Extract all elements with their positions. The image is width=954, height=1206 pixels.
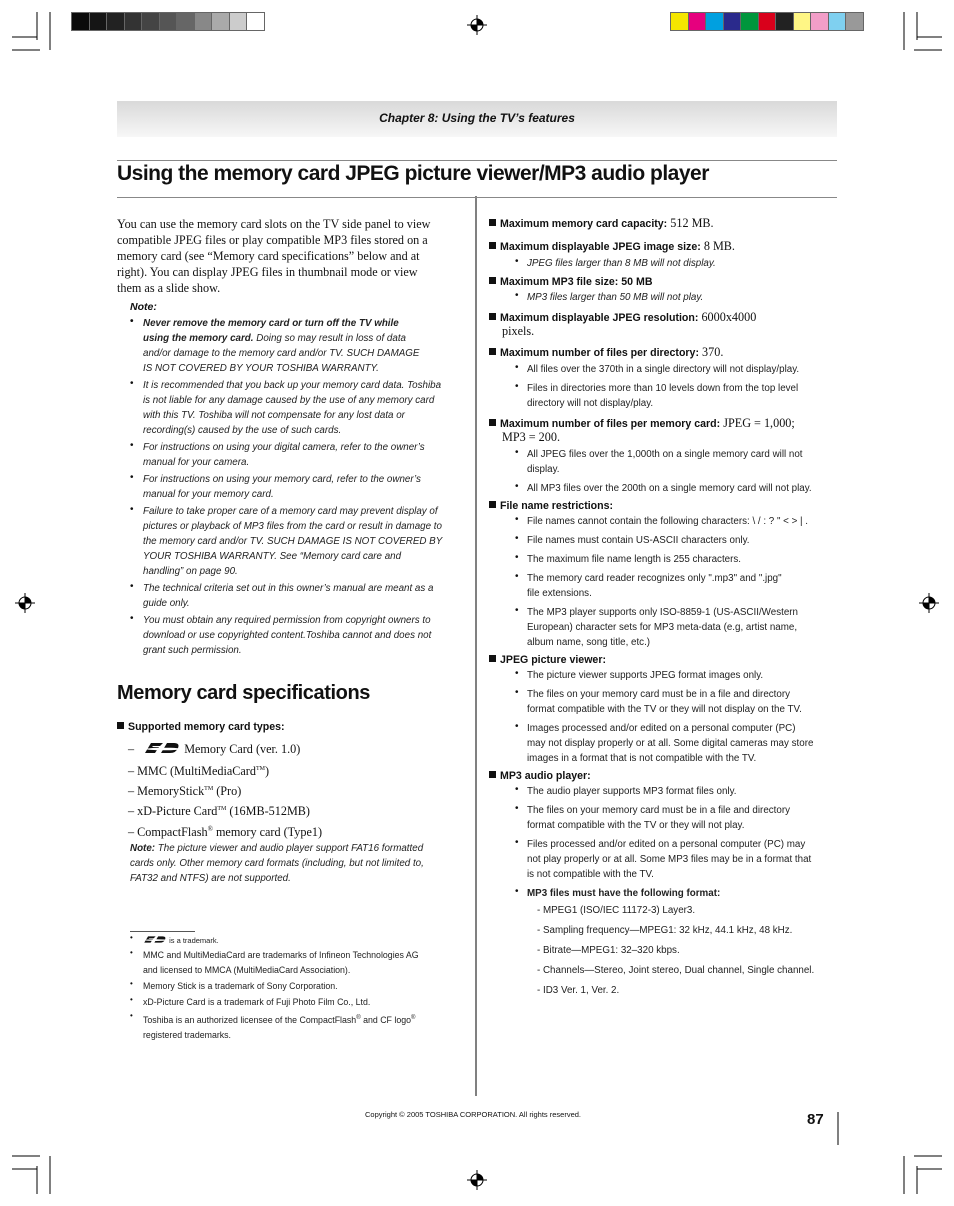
footnote-line: Memory Stick is a trademark of Sony Corporation.	[143, 981, 338, 991]
color-swatch	[810, 12, 829, 31]
spec-label: MP3 audio player:	[500, 770, 591, 782]
bullet-line: IS NOT COVERED BY YOUR TOSHIBA WARRANTY.	[143, 363, 379, 374]
bullet-line: format compatible with the TV or they will not display on the TV.	[527, 704, 802, 715]
spec-value: JPEG = 1,000;	[720, 416, 795, 430]
spec-value: 370.	[698, 345, 724, 359]
spec-heading	[489, 770, 839, 782]
bullet-dot: •	[515, 552, 519, 563]
spec-label: Maximum number of files per memory card:	[500, 418, 721, 430]
copyright: Copyright © 2005 TOSHIBA CORPORATION. All rights reserved.	[365, 1110, 582, 1119]
footnote-text: is a trademark.	[167, 936, 219, 945]
bullet-dot: •	[515, 571, 519, 582]
tm-mark: TM	[217, 806, 227, 812]
square-bullet-icon	[489, 501, 496, 508]
bullet-item	[515, 362, 839, 377]
card-mmc-text: – MMC (MultiMediaCard	[128, 764, 256, 779]
bullet-item	[130, 504, 470, 579]
bullet-line: MP3 files larger than 50 MB will not play.	[527, 292, 704, 303]
bullet-item	[130, 378, 470, 438]
page-title: Using the memory card JPEG picture viewer/MP3 audio player	[117, 162, 709, 185]
intro-line: compatible JPEG files or play compatible MP3 files stored on a	[117, 233, 428, 247]
square-bullet-icon	[489, 277, 496, 284]
bullet-item	[130, 613, 470, 658]
bullet-dot: •	[130, 995, 133, 1004]
card-mmc-end: )	[264, 764, 270, 779]
bullet-item	[515, 605, 839, 650]
sub-list	[489, 668, 839, 766]
sd-logo-icon	[143, 935, 167, 944]
dash-item: - Bitrate—MPEG1: 32–320 kbps.	[537, 945, 680, 956]
supported-types-text: Supported memory card types:	[128, 721, 285, 733]
sub-list	[489, 447, 839, 496]
color-swatch	[246, 12, 265, 31]
bullet-item	[515, 837, 839, 882]
chapter-title: Chapter 8: Using the TV’s features	[379, 111, 575, 125]
bullet-dot: •	[130, 979, 133, 988]
bullet-item	[515, 886, 839, 998]
color-swatch	[194, 12, 213, 31]
bullet-line: JPEG files larger than 8 MB will not display.	[527, 258, 716, 269]
bullet-line: European) character sets for MP3 meta-data (e.g, artist name,	[527, 622, 798, 633]
color-swatch	[141, 12, 160, 31]
color-swatch	[211, 12, 230, 31]
dash-item: - MPEG1 (ISO/IEC 11172-3) Layer3.	[537, 905, 696, 916]
bullet-line: grant such permission.	[143, 645, 242, 656]
spec-heading	[489, 416, 839, 431]
bullet-dot: •	[515, 687, 519, 698]
bullet-line: All JPEG files over the 1,000th on a single memory card will not	[527, 449, 803, 460]
bullet-item	[515, 803, 839, 833]
bullet-dot: •	[130, 1011, 133, 1020]
bullet-line: It is recommended that you back up your memory card data. Toshiba	[143, 380, 442, 391]
bullet-dot: •	[515, 784, 519, 795]
bullet-line: display.	[527, 464, 560, 475]
card-sd-text: Memory Card (ver. 1.0)	[181, 742, 301, 756]
spec-value: 8 MB.	[700, 239, 735, 253]
square-bullet-icon	[489, 219, 496, 226]
bullet-line: Files processed and/or edited on a personal computer (PC) may	[527, 839, 806, 850]
square-bullet-icon	[489, 771, 496, 778]
bullet-dot: •	[515, 290, 519, 301]
bullet-line: The files on your memory card must be in a file and directory	[527, 689, 790, 700]
card-compactflash	[128, 821, 322, 841]
tm-mark: TM	[204, 786, 214, 792]
footnote-line: registered trademarks.	[143, 1029, 232, 1040]
bullet-dot: •	[130, 933, 133, 942]
registration-mark-icon	[467, 1170, 487, 1190]
supported-types-label	[117, 721, 285, 733]
color-swatch	[89, 12, 108, 31]
card-xd-end: (16MB-512MB)	[226, 804, 310, 819]
bullet-line: For instructions on using your memory card, refer to the owner’s	[143, 474, 421, 485]
spec-label: Maximum displayable JPEG image size:	[500, 241, 701, 253]
bullet-line: the memory card and/or TV. SUCH DAMAGE IS NOT COVERED BY	[143, 536, 443, 547]
note-label: Note:	[130, 301, 157, 313]
bold-text: using the memory card.	[143, 333, 254, 344]
bullet-line: file extensions.	[527, 588, 592, 599]
intro-line: right). You can display JPEG files in thumbnail mode or view	[117, 265, 418, 279]
bullet-item	[515, 571, 839, 601]
spec-label: Maximum number of files per directory:	[500, 347, 699, 359]
bullet-line: Images processed and/or edited on a personal computer (PC)	[527, 723, 796, 734]
card-cf-end: memory card (Type1)	[212, 825, 323, 840]
note-line	[130, 841, 424, 856]
bullet-line: is not liable for any damage caused by the use of any memory card	[143, 395, 435, 406]
footnote-text: Toshiba is an authorized licensee of the CompactFlash	[143, 1014, 357, 1025]
footnote-item	[130, 948, 470, 978]
bullet-line: File names must contain US-ASCII characters only.	[527, 535, 750, 546]
bullet-line: handling” on page 90.	[143, 566, 238, 577]
spec-heading	[489, 216, 839, 231]
sub-list	[489, 256, 839, 271]
bullet-line: may not display properly or at all. Some digital cameras may store	[527, 738, 814, 749]
spec-heading	[489, 276, 839, 288]
process-color-bar	[671, 12, 864, 31]
reg-mark: ®	[356, 1015, 361, 1021]
bullet-line: For instructions on using your digital camera, refer to the owner’s	[143, 442, 425, 453]
note-line: cards only. Other memory card formats (including, but not limited to,	[130, 858, 424, 869]
footnote-text: and CF logo	[360, 1014, 411, 1025]
bullet-item	[515, 514, 839, 529]
square-bullet-icon	[489, 348, 496, 355]
bullet-dot: •	[515, 721, 519, 732]
card-mmc	[128, 761, 322, 781]
bullet-line: Never remove the memory card or turn off the TV while	[143, 318, 399, 329]
spec-heading	[489, 500, 839, 512]
bullet-line: The audio player supports MP3 format files only.	[527, 786, 737, 797]
card-sd	[128, 741, 322, 761]
footnote-line: and licensed to MMCA (MultiMediaCard Association).	[143, 965, 351, 975]
color-swatch	[740, 12, 759, 31]
color-swatch	[705, 12, 724, 31]
footnote-line: MMC and MultiMediaCard are trademarks of Infineon Technologies AG	[143, 950, 419, 960]
color-swatch	[828, 12, 847, 31]
color-swatch	[229, 12, 248, 31]
bullet-item	[515, 381, 839, 411]
square-bullet-icon	[489, 313, 496, 320]
bullet-line: File names cannot contain the following characters: \ / : ? " < > | .	[527, 516, 809, 527]
color-swatch	[793, 12, 812, 31]
spec-value: 6000x4000	[698, 310, 757, 324]
bullet-line: with this TV. Toshiba will not compensate for any lost data or	[143, 410, 405, 421]
spec-label: Maximum memory card capacity:	[500, 218, 668, 230]
bullet-line: You must obtain any required permission from copyright owners to	[143, 615, 431, 626]
footnotes	[130, 933, 470, 1044]
footnote-item	[130, 979, 470, 994]
bullet-line: guide only.	[143, 598, 190, 609]
notes-list	[130, 316, 470, 660]
dash-item: - ID3 Ver. 1, Ver. 2.	[537, 985, 620, 996]
footnote-rule	[130, 931, 195, 932]
registration-mark-icon	[15, 593, 35, 613]
footnote-item	[130, 933, 470, 948]
bullet-line: manual for your camera.	[143, 457, 250, 468]
spec-heading	[489, 310, 839, 325]
bullet-dot: •	[515, 481, 519, 492]
bullet-line: album name, song title, etc.)	[527, 637, 651, 648]
bullet-line: is not compatible with the TV.	[527, 869, 654, 880]
bullet-line: The picture viewer supports JPEG format images only.	[527, 670, 764, 681]
bullet-dot: •	[515, 533, 519, 544]
bullet-line: The memory card reader recognizes only ".mp3" and ".jpg"	[527, 573, 782, 584]
bullet-dot: •	[130, 472, 134, 483]
spec-value: 512 MB.	[667, 216, 714, 230]
color-swatch	[106, 12, 125, 31]
tm-mark: TM	[255, 766, 265, 772]
bullet-dot: •	[515, 886, 519, 897]
note-line: FAT32 and NTFS) are not supported.	[130, 873, 291, 884]
registration-mark-icon	[467, 15, 487, 35]
sub-list	[489, 784, 839, 998]
bullet-dot: •	[515, 514, 519, 525]
bullet-dot: •	[130, 316, 134, 327]
sub-list	[489, 362, 839, 411]
bullet-dot: •	[515, 362, 519, 373]
color-swatch	[845, 12, 864, 31]
card-xd	[128, 801, 322, 821]
bullet-line: All MP3 files over the 200th on a single memory card will not play.	[527, 483, 812, 494]
square-bullet-icon	[489, 419, 496, 426]
dash: –	[128, 742, 135, 756]
bullet-item	[515, 447, 839, 477]
color-swatch	[124, 12, 143, 31]
color-swatch	[159, 12, 178, 31]
bullet-dot: •	[515, 837, 519, 848]
bullet-line: The technical criteria set out in this owner’s manual are meant as a	[143, 583, 434, 594]
spec-label: File name restrictions:	[500, 500, 614, 512]
spec-heading	[489, 239, 839, 254]
bullet-dot: •	[515, 605, 519, 616]
footnote-line: xD-Picture Card is a trademark of Fuji Photo Film Co., Ltd.	[143, 997, 371, 1007]
title-rule-bottom	[117, 197, 837, 198]
dash-item: - Sampling frequency—MPEG1: 32 kHz, 44.1 kHz, 48 kHz.	[537, 925, 793, 936]
bullet-dot: •	[515, 447, 519, 458]
intro-line: them as a slide show.	[117, 281, 221, 295]
bullet-dot: •	[130, 440, 134, 451]
note-label: Note:	[130, 843, 156, 854]
card-types-list	[128, 741, 322, 841]
footnote-line	[143, 1011, 470, 1028]
bullet-line: not play properly or at all. Some MP3 files may be in a format that	[527, 854, 812, 865]
bullet-dot: •	[130, 948, 133, 957]
bullet-item	[515, 784, 839, 799]
spec-heading	[489, 654, 839, 666]
bullet-item	[130, 472, 470, 502]
bullet-dot: •	[130, 504, 134, 515]
dash-item: - Channels—Stereo, Joint stereo, Dual channel, Single channel.	[537, 965, 815, 976]
bullet-item	[515, 256, 839, 271]
sub-list	[489, 514, 839, 650]
chapter-header	[117, 101, 837, 137]
card-memorystick	[128, 781, 322, 801]
square-bullet-icon	[489, 655, 496, 662]
bullet-line: recording(s) caused by the use of such cards.	[143, 425, 342, 436]
bullet-line: pictures or playback of MP3 files from the card or result in damage to	[143, 521, 442, 532]
bullet-line: format compatible with the TV or they will not play.	[527, 820, 745, 831]
grayscale-color-bar	[72, 12, 265, 31]
bullet-line: and/or damage to the memory card and/or TV. SUCH DAMAGE	[143, 348, 420, 359]
bullet-line: The maximum file name length is 255 characters.	[527, 554, 741, 565]
bullet-line: manual for your memory card.	[143, 489, 274, 500]
color-swatch	[670, 12, 689, 31]
bullet-line: images in a format that is not compatible with the TV.	[527, 753, 757, 764]
sd-logo-icon	[143, 742, 181, 754]
bullet-line: The files on your memory card must be in a file and directory	[527, 805, 790, 816]
registration-mark-icon	[919, 593, 939, 613]
bullet-line: directory will not display/play.	[527, 398, 654, 409]
bullet-dot: •	[515, 668, 519, 679]
color-swatch	[176, 12, 195, 31]
spec-label: JPEG picture viewer:	[500, 654, 606, 666]
bullet-line: Failure to take proper care of a memory card may prevent display of	[143, 506, 438, 517]
intro-line: You can use the memory card slots on the TV side panel to view	[117, 217, 431, 231]
bullet-line: download or use copyrighted content.Toshiba cannot and does not	[143, 630, 432, 641]
bullet-dot: •	[515, 256, 519, 267]
color-swatch	[688, 12, 707, 31]
color-swatch	[723, 12, 742, 31]
bullet-line: Files in directories more than 10 levels down from the top level	[527, 383, 799, 394]
page-number: 87	[807, 1111, 824, 1128]
bullet-dot: •	[130, 378, 134, 389]
bullet-line: All files over the 370th in a single directory will not display/play.	[527, 364, 800, 375]
bullet-dot: •	[130, 613, 134, 624]
color-swatch	[71, 12, 90, 31]
color-swatch	[758, 12, 777, 31]
memory-card-specifications-heading: Memory card specifications	[117, 682, 371, 704]
spec-heading	[489, 345, 839, 360]
spec-value-cont: pixels.	[502, 324, 535, 338]
intro-line: memory card (see “Memory card specifications” below and at	[117, 249, 420, 263]
bullet-item	[130, 581, 470, 611]
bullet-item	[130, 440, 470, 470]
bullet-item	[515, 481, 839, 496]
footnote-item	[130, 1011, 470, 1043]
color-swatch	[775, 12, 794, 31]
title-rule-top	[117, 160, 837, 161]
bullet-item	[515, 290, 839, 305]
bullet-line: YOUR TOSHIBA WARRANTY. See “Memory card care and	[143, 551, 402, 562]
footnote-item	[130, 995, 470, 1010]
spec-value-cont: MP3 = 200.	[502, 430, 561, 444]
dash-list	[527, 903, 839, 998]
bullet-item	[515, 687, 839, 717]
square-bullet-icon	[489, 242, 496, 249]
sub-list	[489, 290, 839, 305]
bullet-dot: •	[515, 803, 519, 814]
bullet-item	[515, 721, 839, 766]
bullet-line: The MP3 player supports only ISO-8859-1 (US-ASCII/Western	[527, 607, 798, 618]
card-ms-text: – MemoryStick	[128, 784, 205, 799]
spec-label: Maximum displayable JPEG resolution:	[500, 312, 699, 324]
reg-mark: ®	[207, 825, 213, 833]
bullet-dot: •	[130, 581, 134, 592]
card-cf-text: – CompactFlash	[128, 825, 208, 840]
reg-mark: ®	[411, 1015, 416, 1021]
bullet-item	[515, 533, 839, 548]
note-text: The picture viewer and audio player support FAT16 formatted	[155, 843, 424, 854]
spec-label: Maximum MP3 file size: 50 MB	[500, 276, 653, 288]
right-column	[489, 216, 839, 1003]
card-format-note	[130, 841, 424, 886]
bullet-line	[143, 331, 470, 346]
intro-paragraph	[117, 216, 467, 296]
card-ms-end: (Pro)	[213, 784, 242, 799]
card-xd-text: – xD-Picture Card	[128, 804, 218, 819]
bullet-item	[515, 552, 839, 567]
footnote-line	[143, 933, 470, 948]
bullet-dot: •	[515, 381, 519, 392]
bullet-line: MP3 files must have the following format:	[527, 888, 721, 899]
note-text: Doing so may result in loss of data	[253, 333, 407, 344]
bullet-item	[515, 668, 839, 683]
bullet-item	[130, 316, 470, 376]
